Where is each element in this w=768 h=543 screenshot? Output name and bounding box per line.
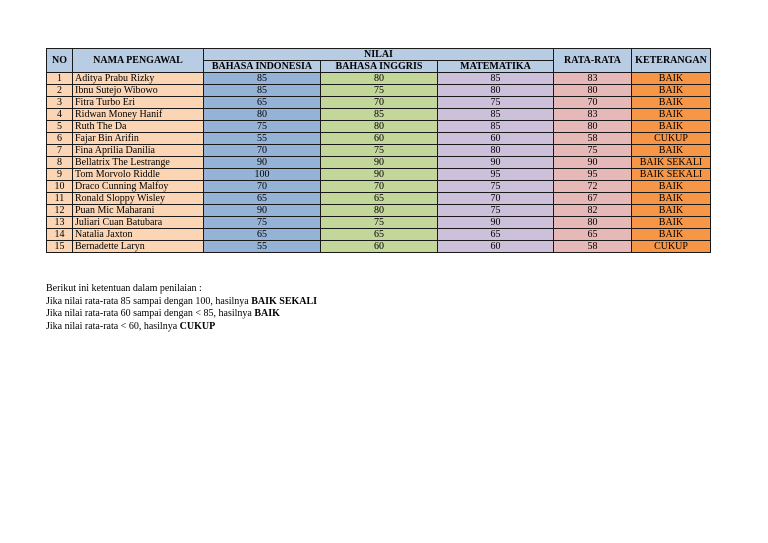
grades-table-body — [47, 73, 711, 253]
cell-remark: BAIK SEKALI — [632, 169, 711, 181]
cell-bahasa-indonesia: 85 — [204, 85, 321, 97]
cell-average: 80 — [554, 217, 632, 229]
cell-remark: BAIK — [632, 85, 711, 97]
cell-remark: BAIK — [632, 181, 711, 193]
cell-no: 1 — [47, 73, 73, 85]
rule-cukup — [46, 321, 317, 334]
cell-bahasa-indonesia: 85 — [204, 73, 321, 85]
cell-name: Ronald Sloppy Wisley — [73, 193, 204, 205]
cell-remark: BAIK — [632, 193, 711, 205]
rule-result: BAIK SEKALI — [251, 295, 318, 307]
rule-result: CUKUP — [179, 320, 216, 332]
cell-name: Bellatrix The Lestrange — [73, 157, 204, 169]
cell-bahasa-indonesia: 75 — [204, 121, 321, 133]
cell-matematika: 95 — [438, 169, 554, 181]
table-row — [47, 145, 711, 157]
cell-bahasa-indonesia: 65 — [204, 97, 321, 109]
cell-matematika: 85 — [438, 73, 554, 85]
cell-matematika: 90 — [438, 217, 554, 229]
cell-matematika: 65 — [438, 229, 554, 241]
cell-no: 13 — [47, 217, 73, 229]
cell-bahasa-inggris: 70 — [321, 97, 438, 109]
table-row — [47, 229, 711, 241]
cell-bahasa-inggris: 65 — [321, 229, 438, 241]
cell-name: Tom Morvolo Riddle — [73, 169, 204, 181]
table-row — [47, 169, 711, 181]
cell-bahasa-inggris: 70 — [321, 181, 438, 193]
cell-remark: BAIK — [632, 217, 711, 229]
table-row — [47, 181, 711, 193]
notes-intro: Berikut ini ketentuan dalam penilaian : — [46, 283, 202, 294]
cell-bahasa-inggris: 90 — [321, 169, 438, 181]
cell-remark: CUKUP — [632, 241, 711, 253]
cell-name: Fina Aprilia Danilia — [73, 145, 204, 157]
cell-name: Draco Cunning Malfoy — [73, 181, 204, 193]
cell-remark: BAIK — [632, 73, 711, 85]
cell-average: 80 — [554, 121, 632, 133]
cell-average: 83 — [554, 73, 632, 85]
cell-matematika: 85 — [438, 109, 554, 121]
cell-bahasa-indonesia: 70 — [204, 145, 321, 157]
cell-bahasa-indonesia: 90 — [204, 157, 321, 169]
cell-average: 65 — [554, 229, 632, 241]
cell-bahasa-indonesia: 75 — [204, 217, 321, 229]
cell-remark: BAIK — [632, 121, 711, 133]
header-name: NAMA PENGAWAL — [73, 49, 204, 73]
table-row — [47, 157, 711, 169]
header-no: NO — [47, 49, 73, 73]
cell-bahasa-indonesia: 55 — [204, 133, 321, 145]
cell-name: Aditya Prabu Rizky — [73, 73, 204, 85]
cell-matematika: 80 — [438, 145, 554, 157]
cell-no: 2 — [47, 85, 73, 97]
cell-no: 8 — [47, 157, 73, 169]
table-row — [47, 121, 711, 133]
cell-no: 14 — [47, 229, 73, 241]
cell-no: 9 — [47, 169, 73, 181]
cell-no: 12 — [47, 205, 73, 217]
cell-no: 7 — [47, 145, 73, 157]
cell-bahasa-inggris: 75 — [321, 145, 438, 157]
cell-bahasa-inggris: 80 — [321, 121, 438, 133]
rule-text: Jika nilai rata-rata < 60, hasilnya — [46, 320, 180, 332]
table-row — [47, 133, 711, 145]
cell-bahasa-inggris: 75 — [321, 85, 438, 97]
cell-average: 90 — [554, 157, 632, 169]
cell-bahasa-indonesia: 80 — [204, 109, 321, 121]
cell-no: 4 — [47, 109, 73, 121]
cell-name: Ridwan Money Hanif — [73, 109, 204, 121]
cell-name: Juliari Cuan Batubara — [73, 217, 204, 229]
table-row — [47, 85, 711, 97]
cell-bahasa-inggris: 75 — [321, 217, 438, 229]
assessment-notes — [46, 283, 317, 333]
cell-name: Bernadette Laryn — [73, 241, 204, 253]
cell-name: Fajar Bin Arifin — [73, 133, 204, 145]
cell-no: 10 — [47, 181, 73, 193]
cell-remark: CUKUP — [632, 133, 711, 145]
cell-bahasa-indonesia: 65 — [204, 193, 321, 205]
cell-matematika: 85 — [438, 121, 554, 133]
table-row — [47, 97, 711, 109]
table-row — [47, 217, 711, 229]
cell-no: 11 — [47, 193, 73, 205]
rule-baik-sekali — [46, 296, 317, 309]
cell-remark: BAIK — [632, 145, 711, 157]
table-row — [47, 193, 711, 205]
cell-average: 72 — [554, 181, 632, 193]
cell-bahasa-inggris: 80 — [321, 205, 438, 217]
grades-table — [46, 48, 711, 253]
cell-bahasa-indonesia: 70 — [204, 181, 321, 193]
cell-no: 5 — [47, 121, 73, 133]
table-row — [47, 205, 711, 217]
header-matematika: MATEMATIKA — [438, 61, 554, 73]
table-row — [47, 241, 711, 253]
cell-matematika: 70 — [438, 193, 554, 205]
cell-average: 95 — [554, 169, 632, 181]
cell-matematika: 75 — [438, 181, 554, 193]
rule-text: Jika nilai rata-rata 60 sampai dengan < 85, hasilnya — [46, 308, 255, 319]
cell-matematika: 80 — [438, 85, 554, 97]
cell-matematika: 75 — [438, 97, 554, 109]
cell-matematika: 60 — [438, 241, 554, 253]
cell-average: 82 — [554, 205, 632, 217]
cell-bahasa-inggris: 60 — [321, 241, 438, 253]
cell-name: Ruth The Da — [73, 121, 204, 133]
cell-no: 15 — [47, 241, 73, 253]
cell-bahasa-inggris: 80 — [321, 73, 438, 85]
cell-name: Natalia Jaxton — [73, 229, 204, 241]
cell-remark: BAIK — [632, 205, 711, 217]
cell-bahasa-indonesia: 65 — [204, 229, 321, 241]
header-nilai: NILAI — [204, 49, 554, 61]
cell-bahasa-inggris: 85 — [321, 109, 438, 121]
rule-baik — [46, 308, 317, 321]
cell-matematika: 60 — [438, 133, 554, 145]
header-remark: KETERANGAN — [632, 49, 711, 73]
cell-bahasa-inggris: 90 — [321, 157, 438, 169]
cell-average: 58 — [554, 133, 632, 145]
cell-remark: BAIK — [632, 109, 711, 121]
cell-remark: BAIK — [632, 97, 711, 109]
rule-text: Jika nilai rata-rata 85 sampai dengan 100, hasilnya — [46, 295, 252, 307]
rule-result: BAIK — [254, 308, 280, 319]
cell-bahasa-indonesia: 90 — [204, 205, 321, 217]
cell-bahasa-indonesia: 55 — [204, 241, 321, 253]
cell-matematika: 75 — [438, 205, 554, 217]
header-bahasa-indonesia: BAHASA INDONESIA — [204, 61, 321, 73]
header-average: RATA-RATA — [554, 49, 632, 73]
cell-name: Puan Mic Maharani — [73, 205, 204, 217]
table-row — [47, 109, 711, 121]
table-row — [47, 73, 711, 85]
header-bahasa-inggris: BAHASA INGGRIS — [321, 61, 438, 73]
cell-bahasa-inggris: 65 — [321, 193, 438, 205]
cell-average: 80 — [554, 85, 632, 97]
cell-bahasa-indonesia: 100 — [204, 169, 321, 181]
cell-bahasa-inggris: 60 — [321, 133, 438, 145]
cell-remark: BAIK — [632, 229, 711, 241]
cell-no: 6 — [47, 133, 73, 145]
cell-average: 70 — [554, 97, 632, 109]
cell-remark: BAIK SEKALI — [632, 157, 711, 169]
cell-name: Fitra Turbo Eri — [73, 97, 204, 109]
cell-name: Ibnu Sutejo Wibowo — [73, 85, 204, 97]
cell-no: 3 — [47, 97, 73, 109]
cell-average: 75 — [554, 145, 632, 157]
cell-average: 67 — [554, 193, 632, 205]
cell-average: 83 — [554, 109, 632, 121]
cell-average: 58 — [554, 241, 632, 253]
cell-matematika: 90 — [438, 157, 554, 169]
